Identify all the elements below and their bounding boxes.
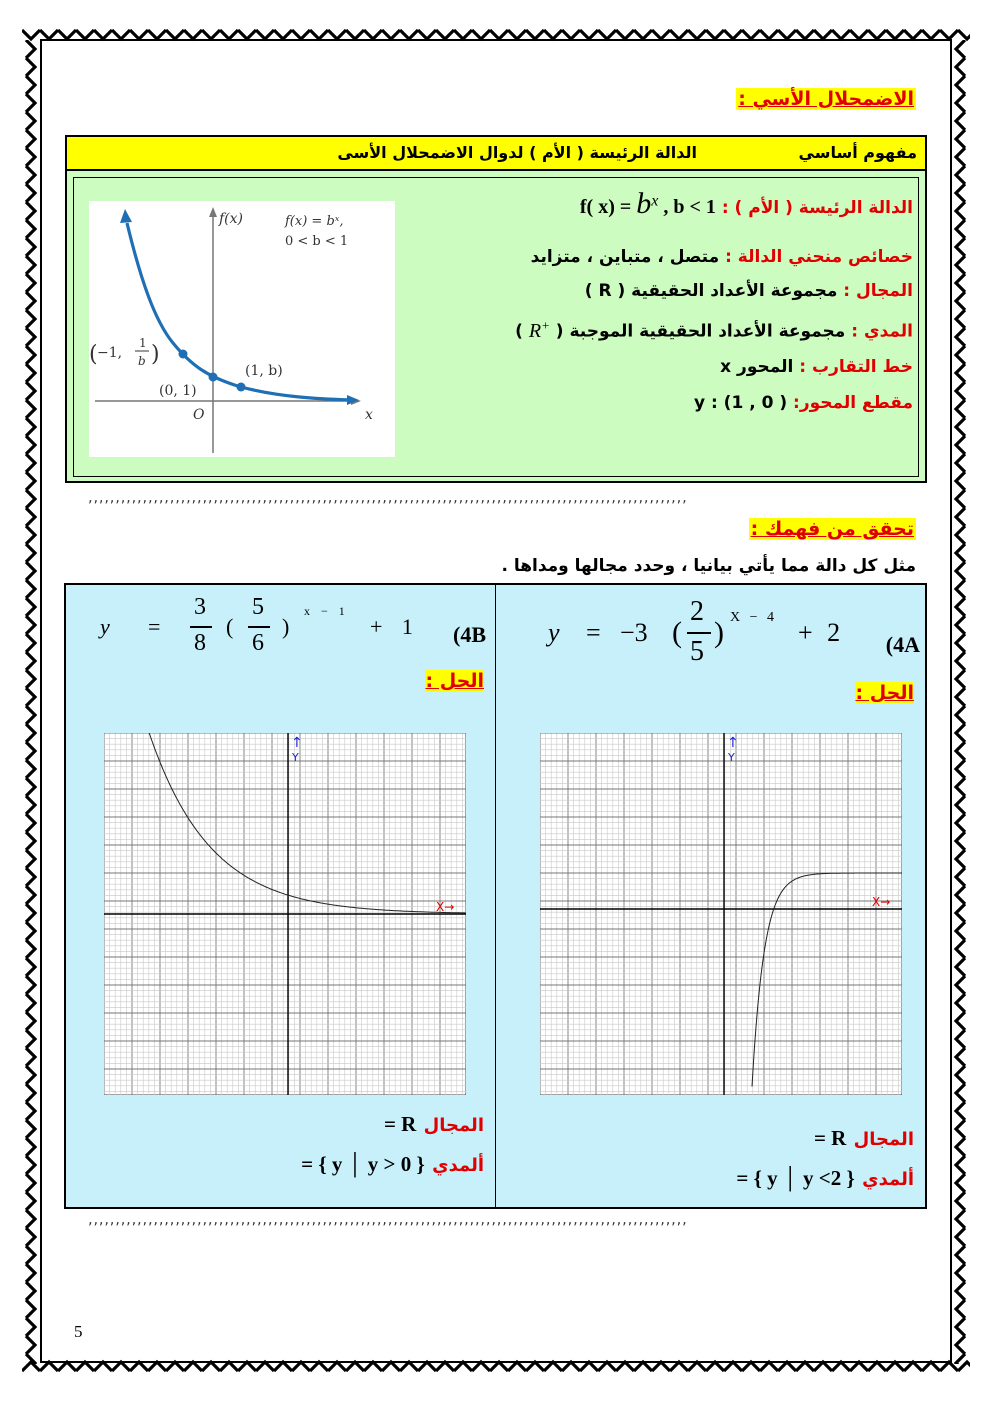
section-title: الاضمحلال الأسي : [738, 88, 914, 110]
graph-equation: f(x) = bˣ, [285, 214, 344, 229]
range-line: المدي : مجموعة الأعداد الحقيقية الموجبة ( R+ ) [515, 317, 913, 342]
dotted-separator-2: ‚‚‚‚‚‚‚‚‚‚‚‚‚‚‚‚‚‚‚‚‚‚‚‚‚‚‚‚‚‚‚‚‚‚‚‚‚‚‚‚‚‚‚‚‚‚‚‚‚‚‚‚‚‚‚‚‚‚‚‚‚‚‚‚‚‚‚‚‚‚‚‚‚‚‚‚‚‚‚‚‚‚‚‚‚‚‚‚‚‚‚‚‚‚‚‚‚‚‚‚‚‚‚‚‚‚‚‚‚‚ [88, 1212, 688, 1228]
point-left-label: −1, [97, 345, 123, 361]
check-instruction: مثل كل دالة مما يأتي بيانيا ، وحدد مجالها ومداها . [501, 556, 916, 576]
graph-a-y-arrow: ↑ [727, 735, 739, 751]
graph-b-x-label: X→ [436, 900, 455, 914]
fx-axis-label: f(x) [219, 211, 244, 227]
svg-text:1: 1 [139, 336, 147, 350]
svg-text:b: b [138, 354, 146, 368]
graph-a-x-label: X→ [872, 895, 891, 909]
problem-a-domain: المجال = R [813, 1126, 914, 1150]
concept-header [67, 137, 925, 171]
problem-a-tag: (4A [885, 632, 920, 657]
problem-a-range: ألمدي = { y │ y <2 } [736, 1166, 914, 1190]
x-axis-label: x [365, 407, 373, 423]
concept-header-right: مفهوم أساسي [798, 143, 917, 162]
parent-function-label: الدالة الرئيسة ( الأم ) : [721, 198, 913, 218]
problem-a-graph [540, 733, 902, 1095]
parent-function-formula: f( $x) = b^x$ , b < 1 [579, 187, 716, 220]
intercept-line: مقطع المحور: y : (1 , 0 ) [693, 393, 913, 413]
graph-b-y-label: Y [292, 751, 299, 764]
origin-label: O [193, 407, 205, 423]
svg-text:(: ( [89, 342, 98, 367]
page-number: 5 [74, 1322, 83, 1341]
asymptote-line: خط التقارب : المحور x [720, 357, 913, 377]
concept-header-center: الدالة الرئيسة ( الأم ) لدوال الاضمحلال الأسى [337, 143, 697, 162]
problem-b-graph [104, 733, 466, 1095]
problem-b-domain: المجال = R [383, 1112, 484, 1136]
svg-text:): ) [151, 342, 160, 367]
dotted-separator-1: ‚‚‚‚‚‚‚‚‚‚‚‚‚‚‚‚‚‚‚‚‚‚‚‚‚‚‚‚‚‚‚‚‚‚‚‚‚‚‚‚‚‚‚‚‚‚‚‚‚‚‚‚‚‚‚‚‚‚‚‚‚‚‚‚‚‚‚‚‚‚‚‚‚‚‚‚‚‚‚‚‚‚‚‚‚‚‚‚‚‚‚‚‚‚‚‚‚‚‚‚‚‚‚‚‚‚‚‚‚‚ [88, 490, 688, 506]
concept-box [65, 135, 927, 483]
point-mid-label: (0, 1) [159, 383, 197, 399]
properties-line: خصائص منحني الدالة : متصل ، متباين ، متزايد [530, 247, 913, 267]
domain-line: المجال : مجموعة الأعداد الحقيقية ( R ) [584, 281, 913, 301]
check-title: تحقق من فهمك : [750, 518, 914, 540]
graph-condition: 0 < b < 1 [285, 234, 349, 249]
problem-a-equation: (4A y = −3 ( 2 5 ) X − 4 + 2 [548, 596, 920, 667]
problem-a-solution-label: الحل : [855, 682, 914, 704]
problem-b-equation: (4B y = 3 8 ( 5 6 ) x − 1 + 1 [100, 594, 486, 656]
problem-b-solution-label: الحل : [425, 670, 484, 692]
problem-b-tag: (4B [453, 622, 486, 647]
point-right-label: (1, b) [245, 363, 283, 379]
graph-a-y-label: Y [728, 751, 735, 764]
graph-b-y-arrow: ↑ [291, 735, 303, 751]
decay-function-graph [89, 201, 395, 457]
problem-b-range: ألمدي = { y │ y > 0 } [301, 1152, 484, 1176]
parent-function-line [580, 187, 913, 221]
